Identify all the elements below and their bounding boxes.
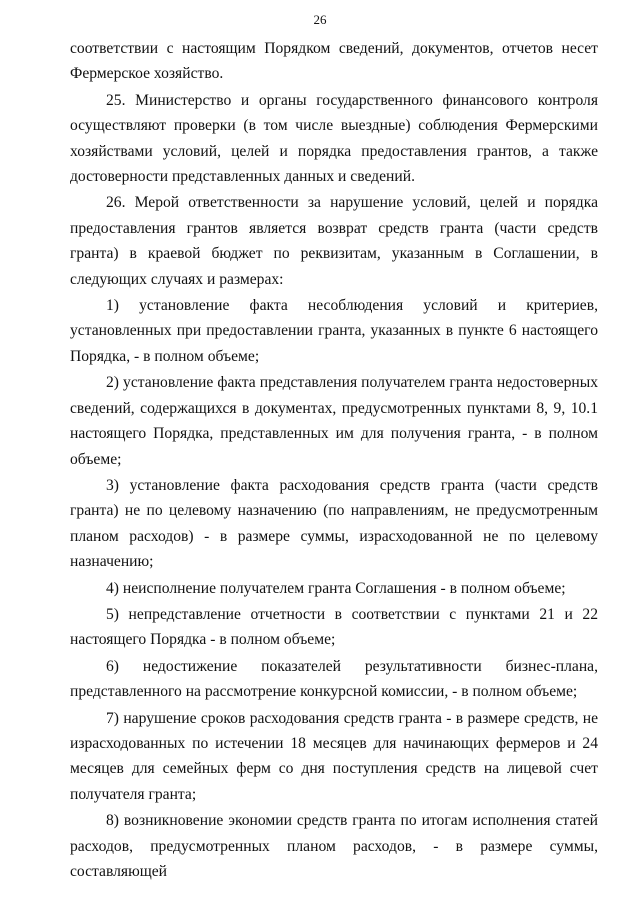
list-item-6: 6) недостижение показателей результативности бизнес-плана, представленного на рассмотрение конкурсной комиссии, - в полном объеме; [70,657,598,701]
list-item-1: 1) установление факта несоблюдения условий и критериев, установленных при предоставлении гранта, указанных в пункте 6 настоящего Порядка, - в полном объеме; [70,297,598,365]
list-item-2: 2) установление факта представления получателем гранта недостоверных сведений, содержащихся в документах, предусмотренных пунктами 8, 9, 10.1 настоящего Порядка, представленных им для получения гранта, - в полном объеме; [70,374,598,468]
list-item-4: 4) неисполнение получателем гранта Соглашения - в полном объеме; [106,579,566,597]
list-item-7: 7) нарушение сроков расходования средств гранта - в размере средств, не израсходованных по истечении 18 месяцев для начинающих фермеров и 24 месяцев для семейных ферм со дня поступления средств на лицевой счет получателя гранта; [70,709,598,803]
paragraph-26: 26. Мерой ответственности за нарушение условий, целей и порядка предоставления грантов является возврат средств гранта (части средств гранта) в краевой бюджет по реквизитам, указанным в Соглашении, в следующих случаях и размерах: [70,194,598,288]
paragraph-25: 25. Министерство и органы государственного финансового контроля осуществляют проверки (в том числе выездные) соблюдения Фермерскими хозяйствами условий, целей и порядка предоставления грантов, а также достоверности представленных данных и сведений. [70,91,598,186]
list-item-5: 5) непредставление отчетности в соответствии с пунктами 21 и 22 настоящего Порядка - в полном объеме; [70,605,598,649]
page-number: 26 [313,12,327,27]
list-item-8: 8) возникновение экономии средств гранта по итогам исполнения статей расходов, предусмотренных планом расходов, - в размере суммы, составляющей [70,812,598,880]
paragraph-continuation: соответствии с настоящим Порядком сведений, документов, отчетов несет Фермерское хозяйство. [70,40,598,83]
list-item-3: 3) установление факта расходования средств гранта (части средств гранта) не по целевому назначению (по направлениям, не предусмотренным планом расходов) - в размере суммы, израсходованной не по целевому назначению; [70,476,598,571]
document-body [70,36,598,885]
